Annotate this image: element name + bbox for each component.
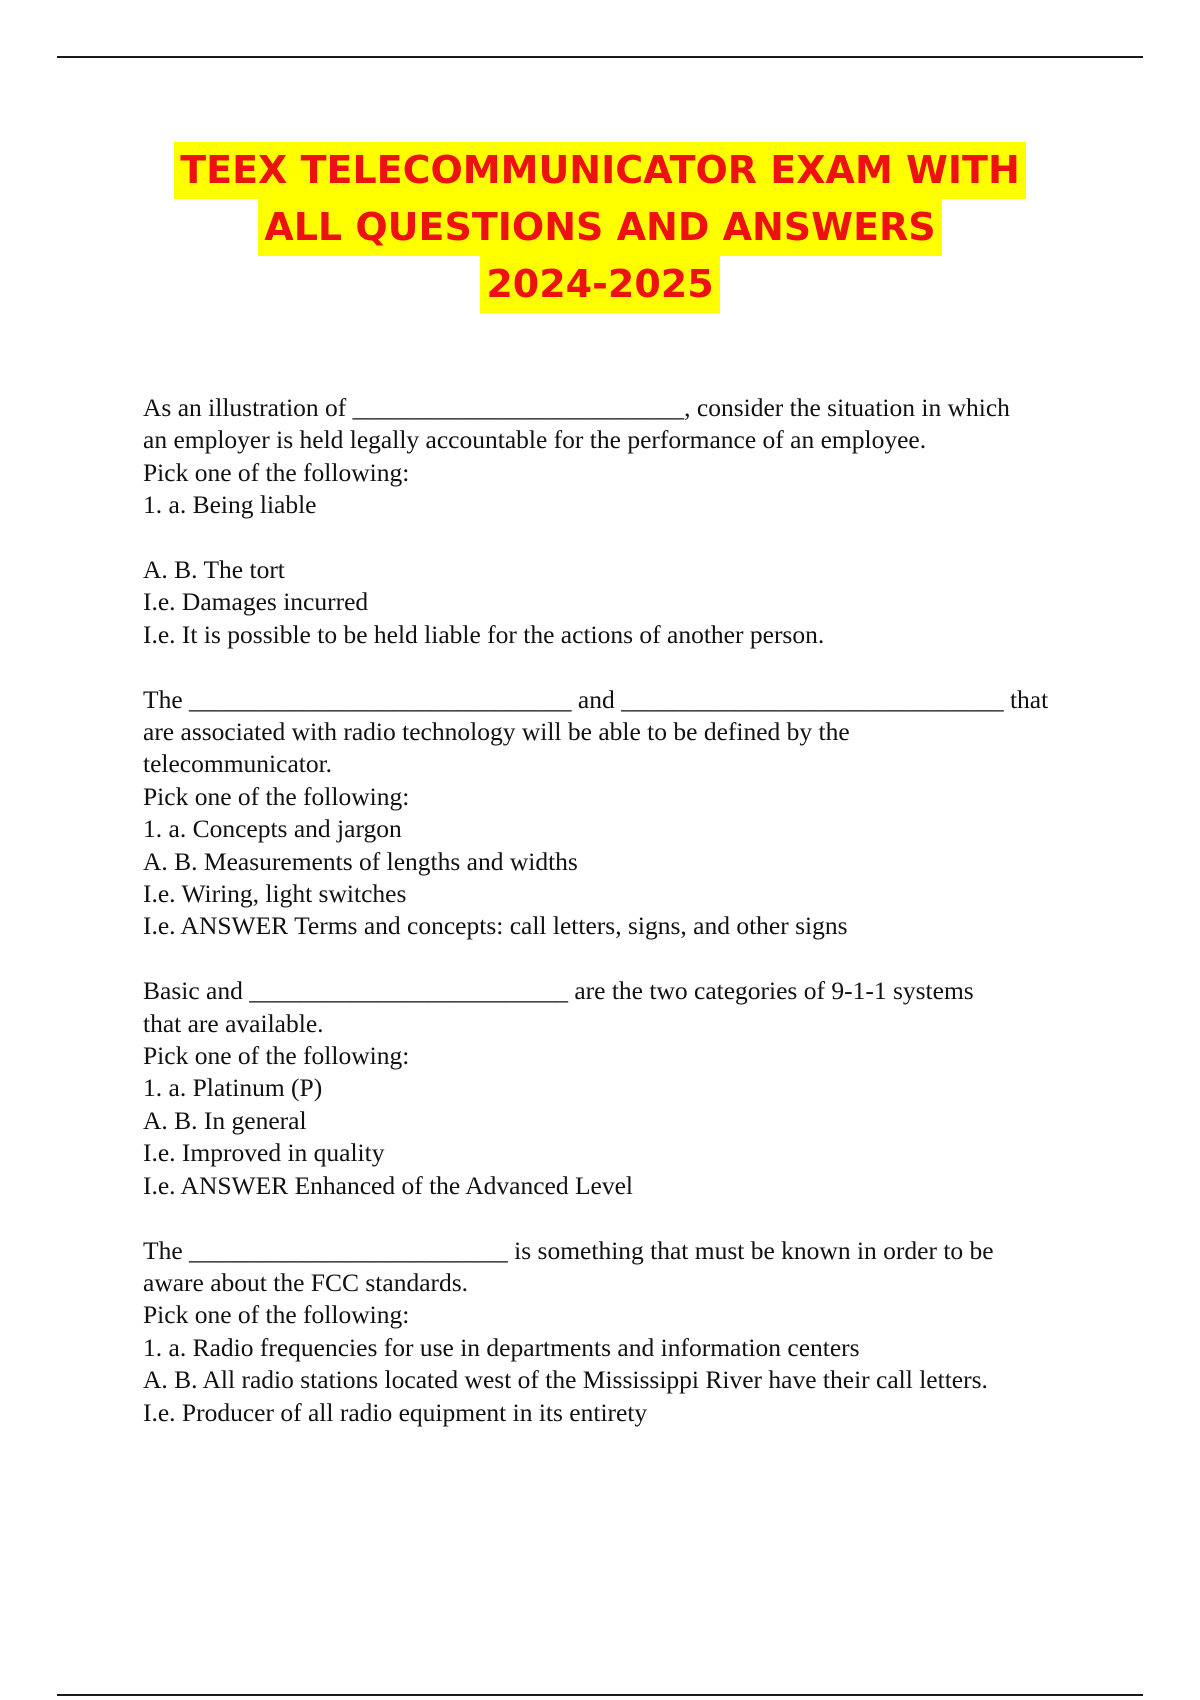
document-body	[143, 392, 1088, 1429]
question-3-prompt: Pick one of the following:	[143, 1041, 410, 1071]
question-4-option-a: 1. a. Radio frequencies for use in departments and information centers	[143, 1332, 860, 1362]
question-4	[143, 1235, 1088, 1429]
question-1-text-line-1: As an illustration of __________________________, consider the situation in which	[143, 393, 1010, 422]
question-2-option-c: I.e. Wiring, light switches	[143, 879, 407, 909]
question-1-option-c: I.e. Damages incurred	[143, 587, 369, 617]
question-4-option-b: A. B. All radio stations located west of the Mississippi River have their call letters.	[143, 1365, 988, 1395]
question-3-option-d: I.e. ANSWER Enhanced of the Advanced Level	[143, 1170, 634, 1200]
question-1	[143, 392, 1088, 651]
bottom-rule	[57, 1694, 1143, 1696]
title-line-3: 2024-2025	[480, 256, 719, 313]
question-3-text-line-1: Basic and _________________________ are the two categories of 9-1-1 systems	[143, 976, 974, 1006]
question-2-option-b: A. B. Measurements of lengths and widths	[143, 846, 578, 876]
question-3-option-b: A. B. In general	[143, 1105, 307, 1135]
question-1-option-b: A. B. The tort	[143, 555, 285, 585]
question-1-option-d: I.e. It is possible to be held liable for the actions of another person.	[143, 619, 825, 649]
document-title	[0, 142, 1200, 313]
spacer	[143, 651, 1088, 683]
question-2-option-d: I.e. ANSWER Terms and concepts: call letters, signs, and other signs	[143, 911, 848, 941]
question-3-option-a: 1. a. Platinum (P)	[143, 1073, 323, 1103]
spacer	[143, 943, 1088, 975]
question-3-option-c: I.e. Improved in quality	[143, 1138, 385, 1168]
question-2-prompt: Pick one of the following:	[143, 781, 410, 811]
question-4-text-line-2: aware about the FCC standards.	[143, 1267, 469, 1297]
question-2-text-line-1: The ______________________________ and ______________________________ that	[143, 684, 1049, 714]
title-line-2: ALL QUESTIONS AND ANSWERS	[258, 199, 941, 256]
spacer	[143, 522, 1088, 554]
question-2	[143, 684, 1088, 943]
question-4-text-line-1: The _________________________ is something that must be known in order to be	[143, 1235, 994, 1265]
question-1-option-a: 1. a. Being liable	[143, 490, 317, 520]
top-rule	[57, 56, 1143, 58]
question-4-option-c: I.e. Producer of all radio equipment in its entirety	[143, 1397, 648, 1427]
question-1-text-line-2: an employer is held legally accountable for the performance of an employee.	[143, 425, 927, 455]
spacer	[143, 1202, 1088, 1234]
question-2-text-line-2: are associated with radio technology will be able to be defined by the	[143, 717, 850, 747]
question-2-text-line-3: telecommunicator.	[143, 749, 333, 779]
question-2-option-a: 1. a. Concepts and jargon	[143, 814, 402, 844]
question-1-prompt: Pick one of the following:	[143, 457, 410, 487]
question-3	[143, 975, 1088, 1202]
title-line-1: TEEX TELECOMMUNICATOR EXAM WITH	[174, 142, 1026, 199]
question-3-text-line-2: that are available.	[143, 1008, 324, 1038]
question-4-prompt: Pick one of the following:	[143, 1300, 410, 1330]
